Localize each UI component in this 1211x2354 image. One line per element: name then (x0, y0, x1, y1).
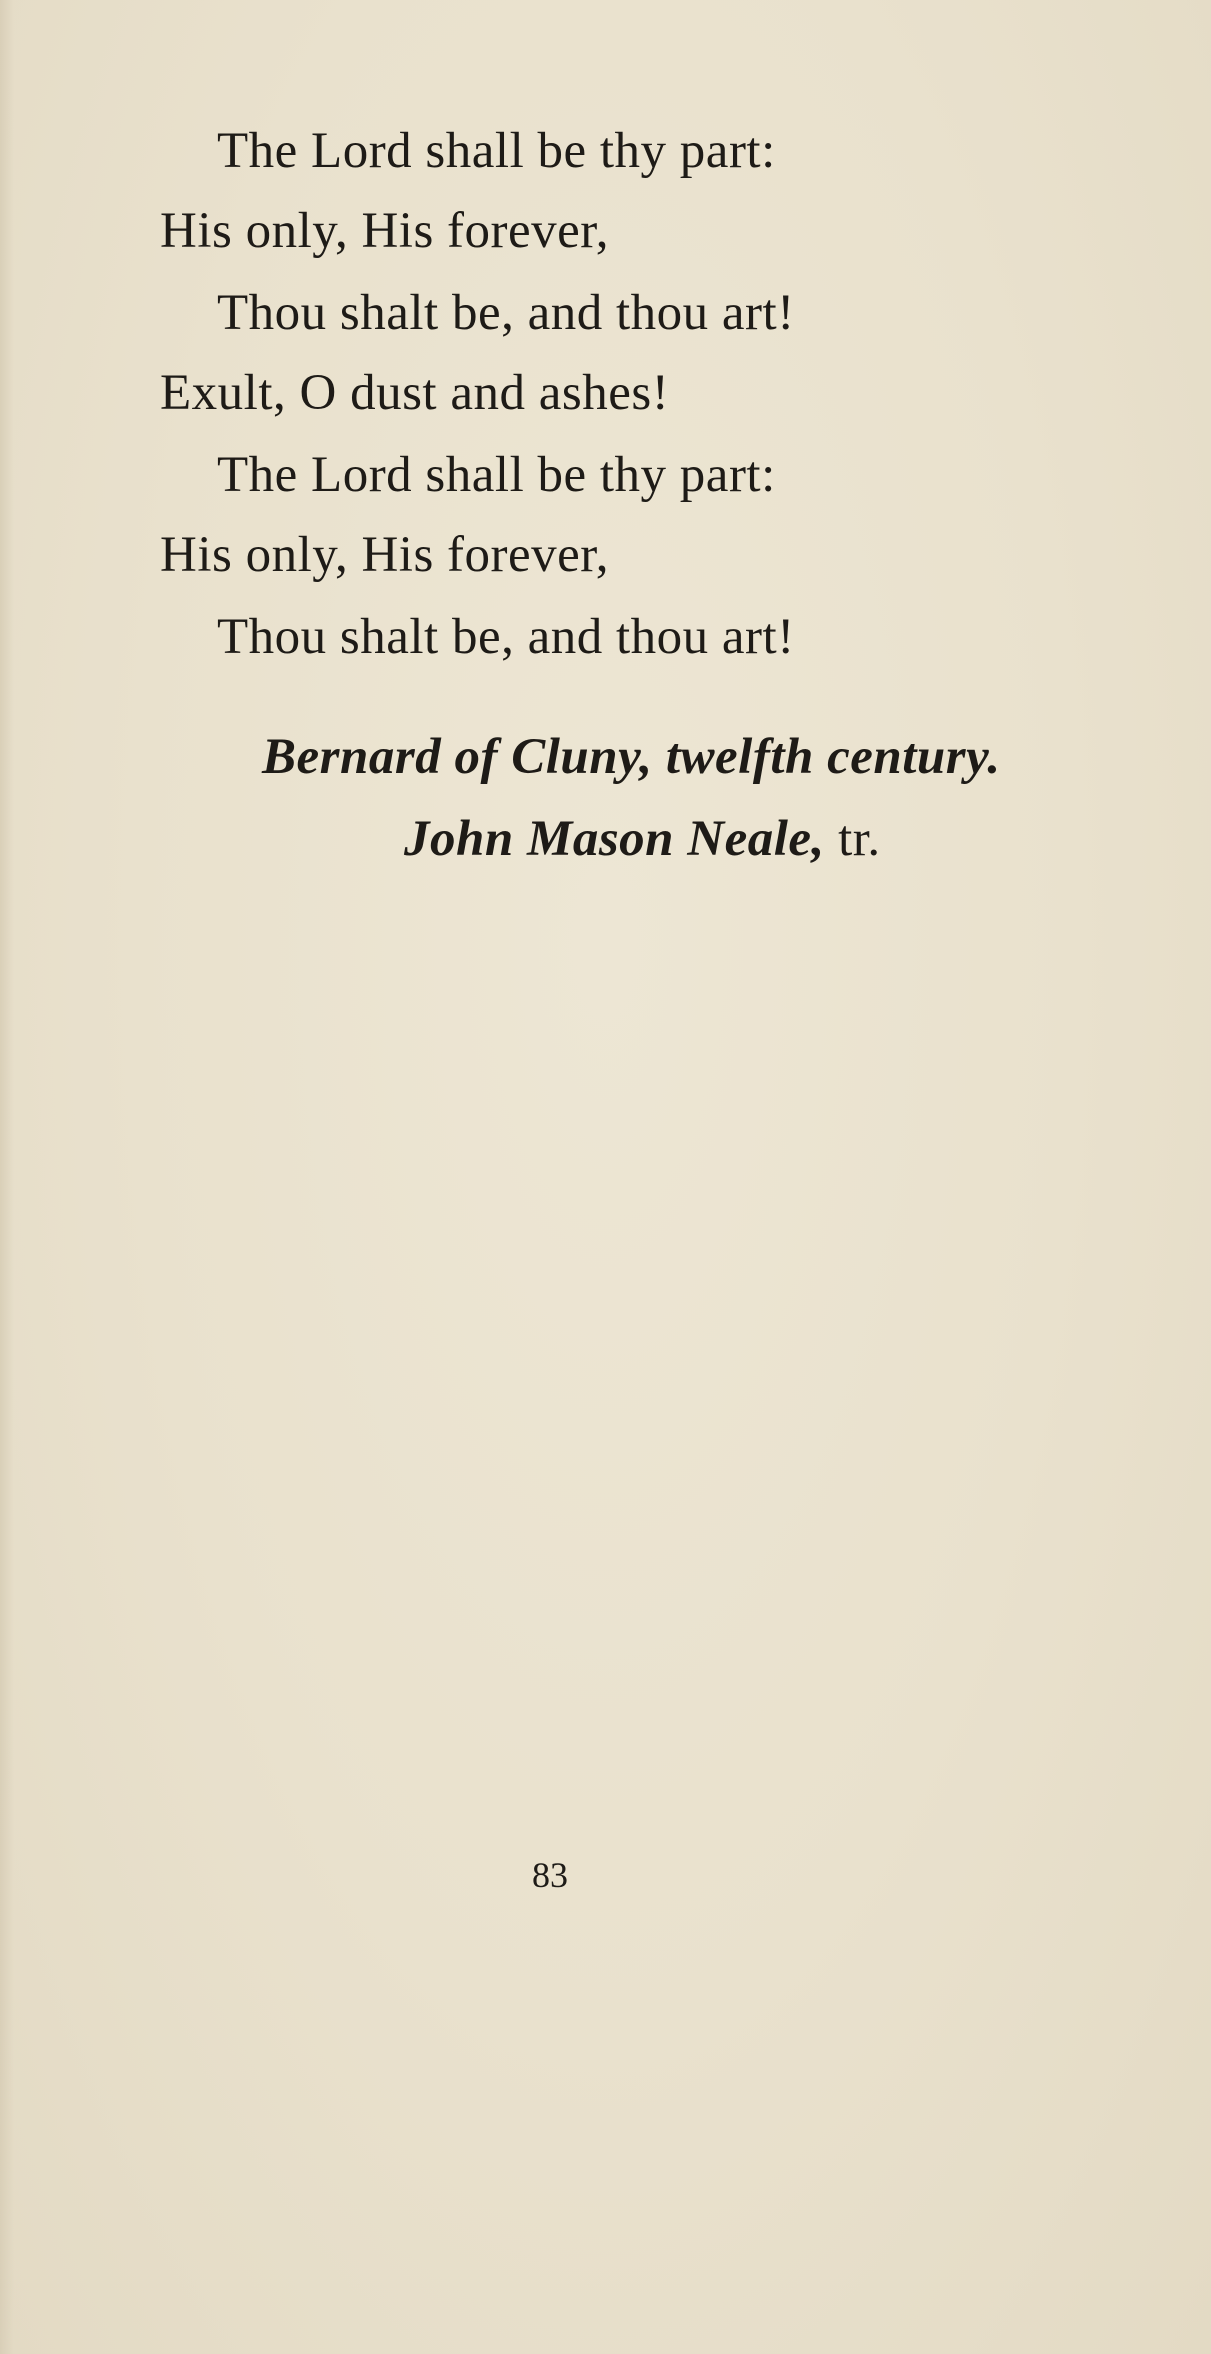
poem-line: The Lord shall be thy part: (217, 447, 776, 503)
author-attribution: Bernard of Cluny, twelfth century. (262, 729, 1001, 785)
poem-line: Thou shalt be, and thou art! (217, 609, 795, 665)
poem-line: The Lord shall be thy part: (217, 123, 776, 179)
translator-name: John Mason Neale, (404, 811, 825, 867)
poem-line: Exult, O dust and ashes! (160, 365, 670, 421)
page-number: 83 (532, 1855, 568, 1895)
translator-attribution (404, 809, 881, 869)
poem-line: His only, His forever, (160, 527, 609, 583)
poem-stanza (0, 0, 1211, 700)
poem-line: His only, His forever, (160, 203, 609, 259)
poem-line: Thou shalt be, and thou art! (217, 285, 795, 341)
translator-role: tr. (838, 811, 881, 867)
